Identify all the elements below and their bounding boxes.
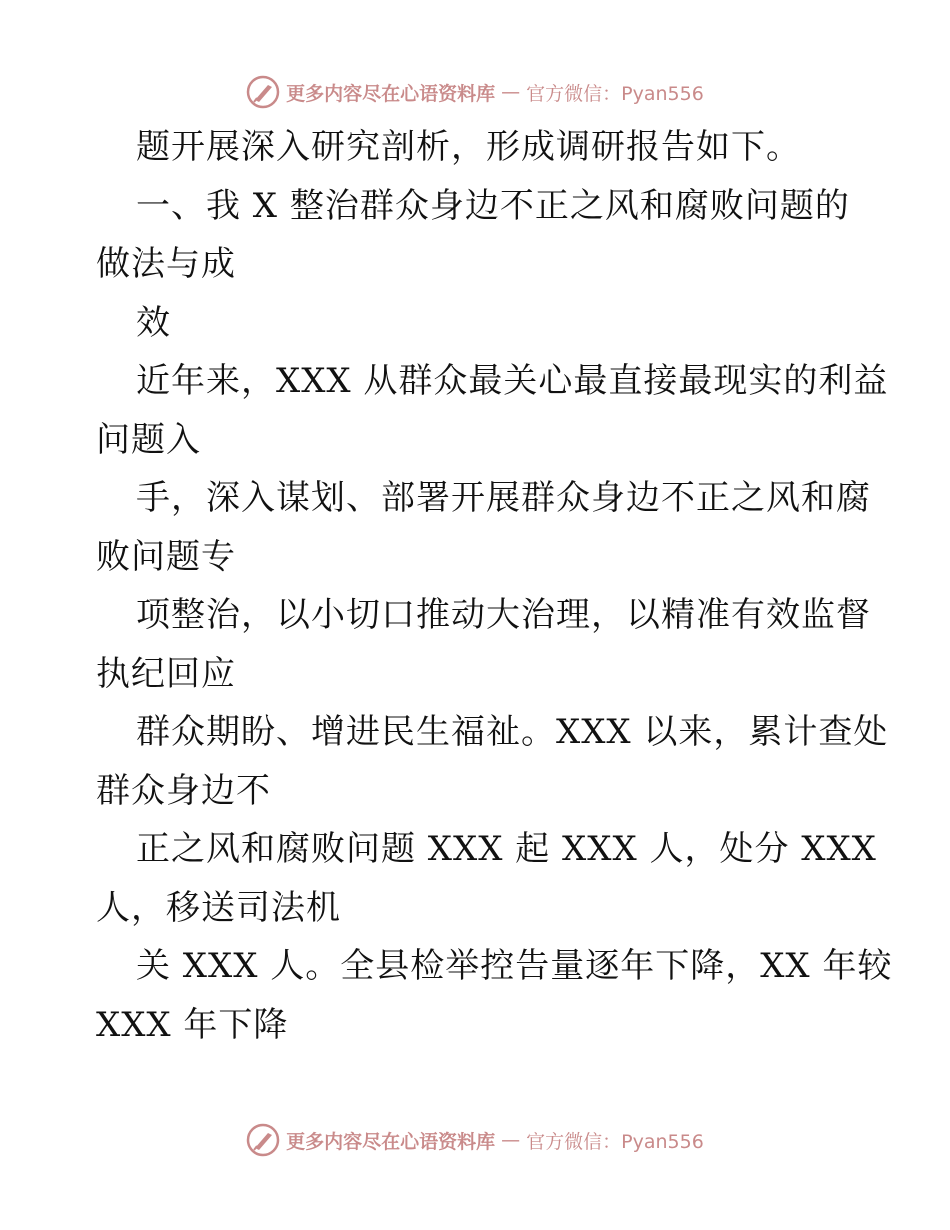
text-line: 效	[136, 302, 171, 343]
text-line: 正之风和腐败问题 XXX 起 XXX 人，处分 XXX	[136, 829, 877, 869]
document-body	[96, 118, 893, 1054]
text-line: 群众期盼、增进民生福祉。XXX 以来，累计查处	[136, 712, 889, 752]
text-line: 题开展深入研究剖析，形成调研报告如下。	[136, 127, 801, 167]
text-line: 手，深入谋划、部署开展群众身边不正之风和腐	[136, 478, 871, 518]
text-line: 关 XXX 人。全县检举控告量逐年下降，XX 年较	[136, 946, 893, 986]
text-line: 近年来，XXX 从群众最关心最直接最现实的利益	[136, 361, 889, 401]
feather-pen-logo-icon	[246, 1123, 280, 1157]
text-line: 群众身边不	[96, 770, 271, 811]
watermark-handle: 官方微信：Pyan556	[526, 1130, 704, 1153]
text-line: 做法与成	[96, 244, 236, 284]
text-line: 执纪回应	[96, 653, 236, 694]
header-watermark	[0, 72, 950, 112]
watermark-text: 更多内容尽在心语资料库	[286, 82, 496, 105]
watermark-text: 更多内容尽在心语资料库	[286, 1130, 496, 1153]
text-line: XXX 年下降	[96, 1004, 289, 1045]
feather-pen-logo-icon	[246, 75, 280, 109]
watermark-dash: —	[501, 1129, 521, 1151]
text-line: 项整治，以小切口推动大治理，以精准有效监督	[136, 595, 871, 635]
text-line: 问题入	[96, 419, 201, 460]
text-line: 败问题专	[96, 536, 236, 577]
text-line: 人，移送司法机	[96, 887, 341, 928]
watermark-handle: 官方微信：Pyan556	[526, 82, 704, 105]
watermark-dash: —	[501, 81, 521, 103]
footer-watermark	[0, 1120, 950, 1160]
text-line: 一、我 X 整治群众身边不正之风和腐败问题的	[136, 185, 850, 226]
